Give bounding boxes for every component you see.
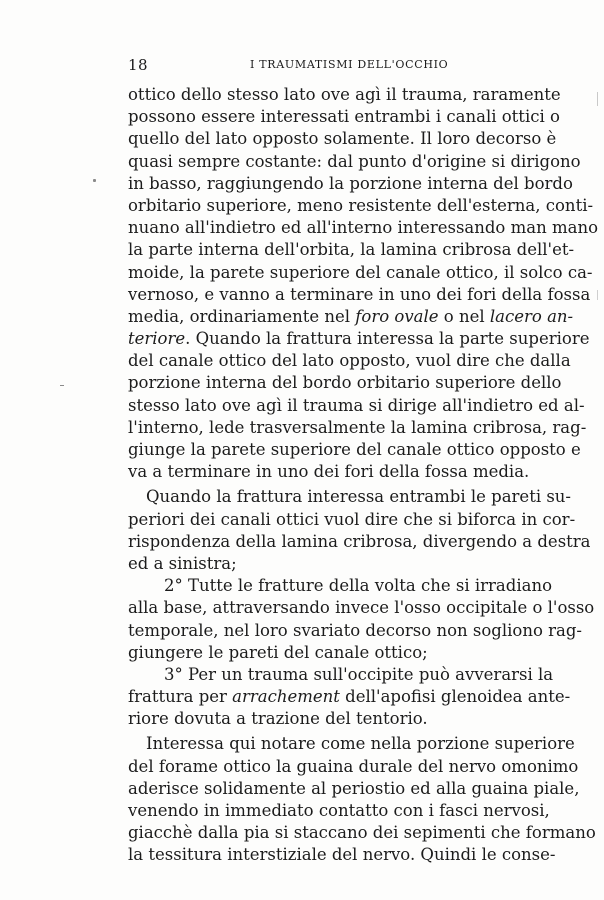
text-line: va a terminare in uno dei fori della fossa media. xyxy=(128,462,530,482)
text-line: giungere le pareti del canale ottico; xyxy=(128,642,428,662)
text-line: del canale ottico del lato opposto, vuol dire che dalla xyxy=(128,351,571,371)
body-text xyxy=(128,84,599,867)
text-line: del forame ottico la guaina durale del nervo omonimo xyxy=(128,756,579,776)
italic-term: teriore xyxy=(128,329,186,349)
paragraph xyxy=(128,733,596,866)
text-line: giunge la parete superiore del canale ottico opposto e xyxy=(128,440,581,459)
text-line: riore dovuta a trazione del tentorio. xyxy=(128,709,428,729)
list-item-paragraph xyxy=(128,664,571,731)
italic-term: lacero an- xyxy=(489,306,574,326)
text-line: stesso lato ove agì il trauma si dirige all'indietro ed al- xyxy=(128,395,585,415)
paragraph-continuation xyxy=(128,84,599,483)
text-line: la parte interna dell'orbita, la lamina cribrosa dell'et- xyxy=(128,240,575,260)
text-line: vernoso, e vanno a terminare in uno dei fori della fossa xyxy=(128,284,591,304)
text-line xyxy=(128,686,571,708)
text-line xyxy=(128,328,590,350)
text-line: possono essere interessati entrambi i canali ottici o xyxy=(128,107,560,127)
italic-term: foro ovale xyxy=(355,306,439,326)
text-line: rispondenza della lamina cribrosa, divergendo a destra xyxy=(128,531,591,551)
text-line: alla base, attraversando invece l'osso occipitale o l'osso xyxy=(128,598,595,618)
text-line: periori dei canali ottici vuol dire che si biforca in cor- xyxy=(128,509,576,529)
text-segment: frattura per xyxy=(128,687,233,707)
text-segment: o nel xyxy=(438,306,490,326)
text-line: porzione interna del bordo orbitario superiore dello xyxy=(128,373,562,393)
page-header xyxy=(128,56,544,76)
text-segment: media, ordinariamente nel xyxy=(128,306,356,326)
text-line: 2° Tutte le fratture della volta che si irradiano xyxy=(164,576,552,596)
scan-edge-mark xyxy=(597,92,598,106)
text-line: quello del lato opposto solamente. Il loro decorso è xyxy=(128,129,557,149)
text-line: orbitario superiore, meno resistente dell'esterna, conti- xyxy=(128,195,594,215)
text-line: giacchè dalla pia si staccano dei sepimenti che formano xyxy=(128,823,596,843)
text-line: moide, la parete superiore del canale ottico, il solco ca- xyxy=(128,262,593,282)
text-line: Quando la frattura interessa entrambi le pareti su- xyxy=(146,487,572,507)
text-line: ottico dello stesso lato ove agì il trauma, raramente xyxy=(128,85,561,104)
scan-speck xyxy=(60,385,64,386)
running-head: I TRAUMATISMI DELL'OCCHIO xyxy=(250,58,449,71)
scan-edge-mark xyxy=(597,290,598,300)
text-line xyxy=(128,306,574,328)
page-number: 18 xyxy=(128,56,149,74)
italic-term: arrachement xyxy=(232,687,340,707)
scan-speck xyxy=(93,179,96,182)
text-line: temporale, nel loro svariato decorso non sogliono rag- xyxy=(128,620,583,640)
text-line: quasi sempre costante: dal punto d'origine si dirigono xyxy=(128,151,581,171)
paragraph xyxy=(128,486,591,575)
list-item-paragraph xyxy=(128,575,595,664)
text-line: l'interno, lede trasversalmente la lamina cribrosa, rag- xyxy=(128,417,587,437)
text-line: ed a sinistra; xyxy=(128,553,237,573)
text-line: Interessa qui notare come nella porzione superiore xyxy=(146,734,575,754)
text-line: in basso, raggiungendo la porzione interna del bordo xyxy=(128,173,573,193)
text-line: aderisce solidamente al periostio ed alla guaina piale, xyxy=(128,778,580,798)
text-line: la tessitura interstiziale del nervo. Quindi le conse- xyxy=(128,845,556,865)
text-line: nuano all'indietro ed all'interno interessando man mano xyxy=(128,218,599,238)
text-segment: dell'apofisi glenoidea ante- xyxy=(339,687,571,707)
text-line: 3° Per un trauma sull'occipite può avverarsi la xyxy=(164,664,554,684)
text-segment: . Quando la frattura interessa la parte superiore xyxy=(185,329,590,349)
text-line: venendo in immediato contatto con i fasci nervosi, xyxy=(128,801,550,820)
